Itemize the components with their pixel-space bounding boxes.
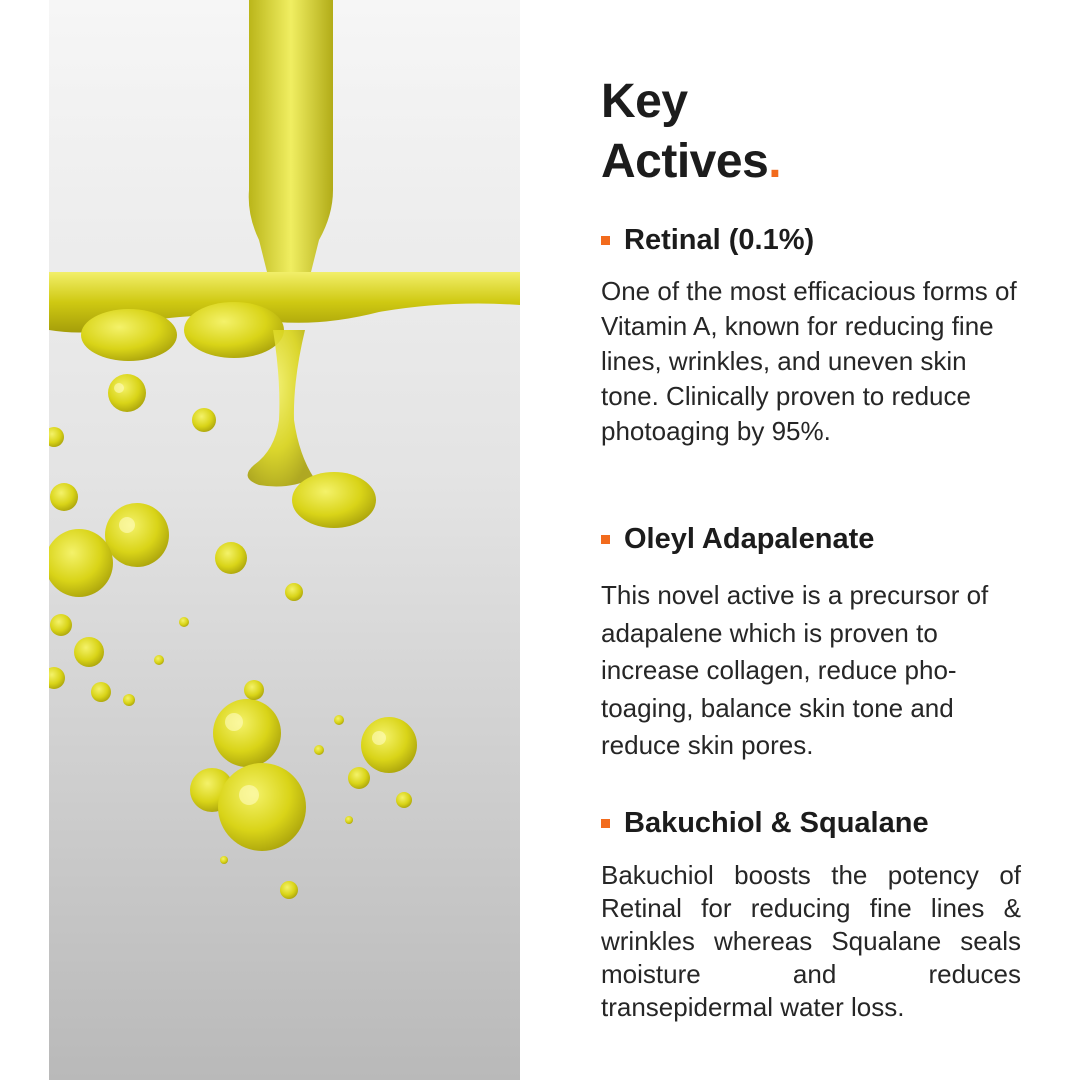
page-title xyxy=(601,72,1031,192)
oil-dropper-photo xyxy=(49,0,520,1080)
square-bullet-icon xyxy=(601,535,610,544)
square-bullet-icon xyxy=(601,236,610,245)
active-heading: Oleyl Adapalenate xyxy=(624,523,875,555)
key-actives-panel xyxy=(601,72,1031,1022)
active-heading-row xyxy=(601,521,1033,557)
active-description: Bakuchiol boosts the potency of Retinal for reducing fine lines & wrinkles whereas Squalane seals moisture and reduces transepidermal water loss. xyxy=(601,860,1021,1022)
active-item-retinal xyxy=(601,222,1021,449)
title-line-2: Actives xyxy=(601,135,769,188)
active-heading: Retinal (0.1%) xyxy=(624,224,815,256)
title-accent-dot: . xyxy=(768,135,782,188)
active-heading: Bakuchiol & Squalane xyxy=(624,807,929,839)
active-item-oleyl-adapalenate xyxy=(601,521,1033,765)
active-description: One of the most efficacious forms of Vitamin A, known for reducing fine lines, wrinkles, and uneven skin tone. Clinically proven to reduce photoaging by 95%. xyxy=(601,276,1017,446)
active-item-bakuchiol-squalane xyxy=(601,805,1021,1024)
square-bullet-icon xyxy=(601,819,610,828)
active-description: This novel active is a precursor of adapalene which is proven to increase collagen, reduce pho-toaging, balance skin tone and reduce skin pores. xyxy=(601,580,989,760)
active-heading-row xyxy=(601,805,1021,841)
oil-drops-illustration xyxy=(49,0,520,1080)
title-line-1: Key xyxy=(601,75,688,128)
active-heading-row xyxy=(601,222,1021,258)
